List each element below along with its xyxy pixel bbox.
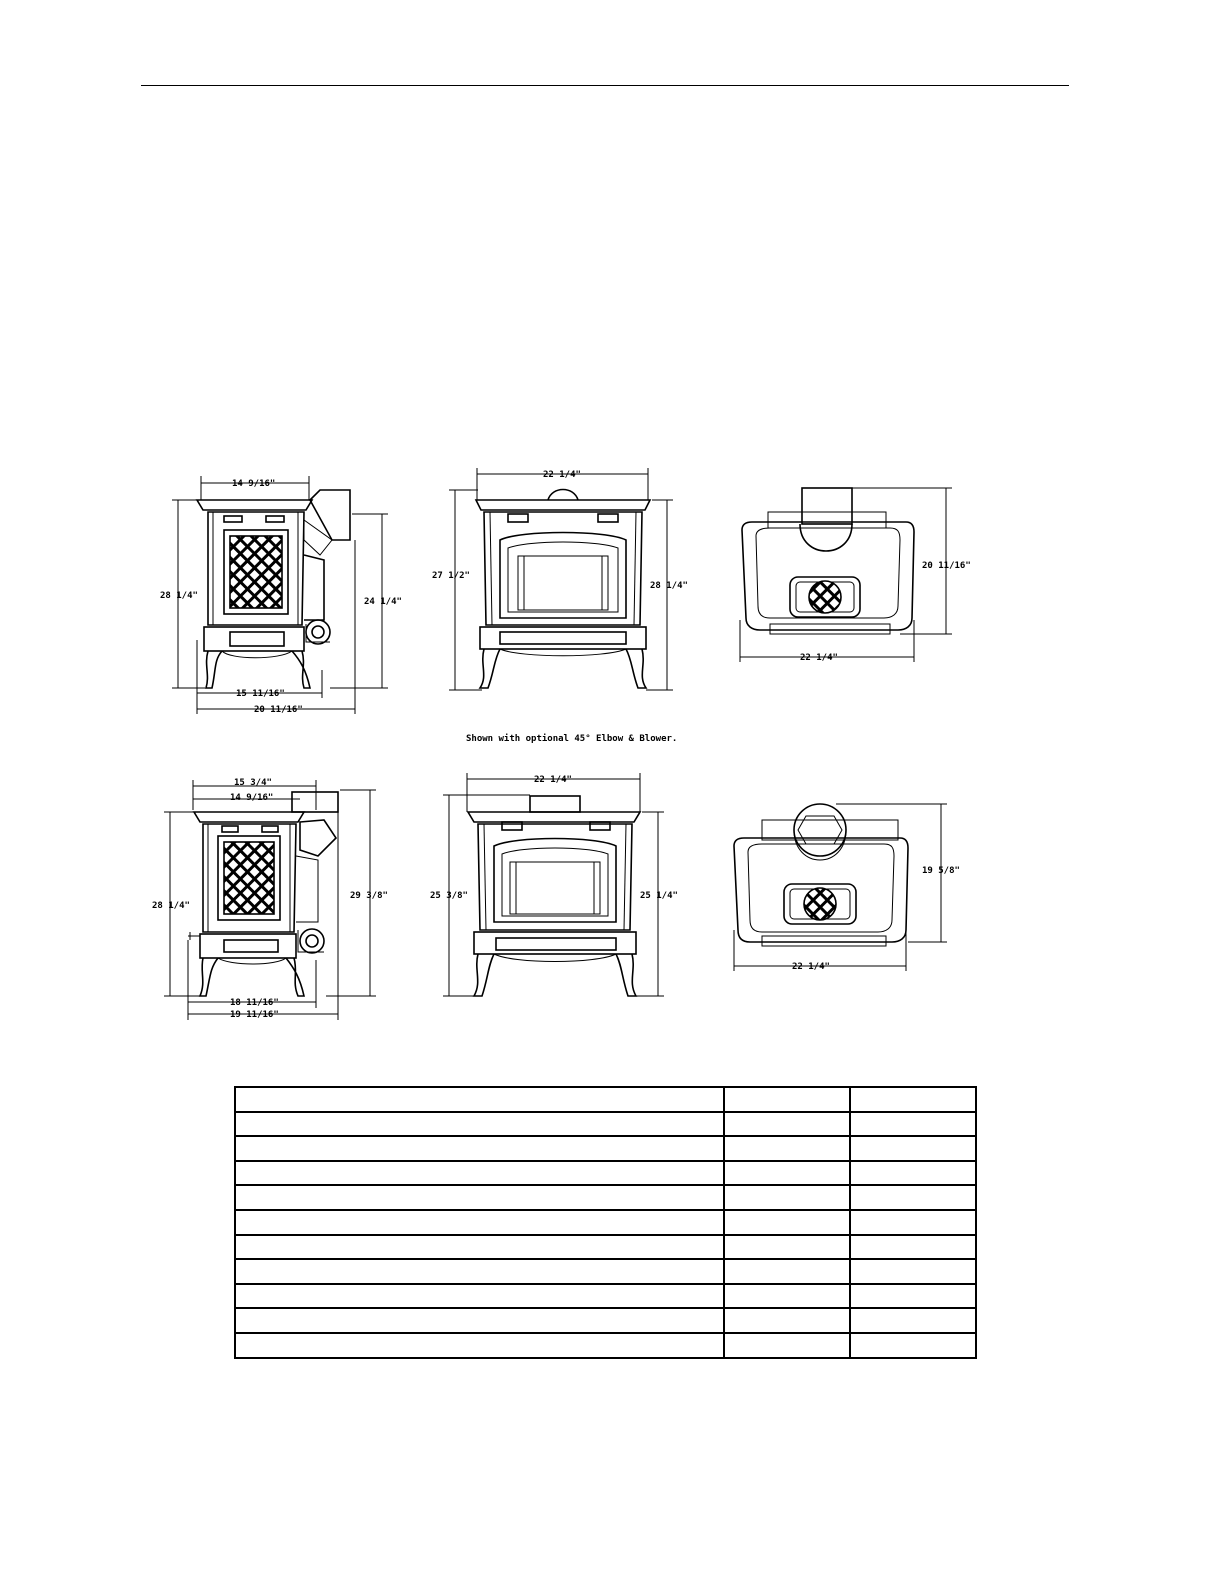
table-cell — [724, 1136, 850, 1161]
table-row — [235, 1185, 976, 1210]
table-cell — [724, 1308, 850, 1333]
table-cell — [724, 1185, 850, 1210]
row2-top-depth: 19 5/8" — [922, 866, 960, 876]
row2-side-view — [152, 778, 388, 1020]
row2-side-top-width-outer: 15 3/4" — [234, 778, 272, 788]
table-row — [235, 1210, 976, 1235]
row2-side-overall-depth: 19 11/16" — [230, 1010, 279, 1020]
row1-top-depth: 20 11/16" — [922, 561, 971, 571]
table-row — [235, 1333, 976, 1358]
table-cell — [850, 1284, 976, 1309]
table-cell — [850, 1136, 976, 1161]
table-row — [235, 1235, 976, 1260]
row2-top-view — [734, 804, 960, 972]
row1-front-top-width: 22 1/4" — [543, 470, 581, 480]
table-cell — [724, 1235, 850, 1260]
row1-side-view — [160, 476, 402, 715]
table-cell — [724, 1087, 850, 1112]
row2-top-width: 22 1/4" — [792, 962, 830, 972]
table-cell — [850, 1112, 976, 1137]
table-row — [235, 1284, 976, 1309]
table-cell — [850, 1333, 976, 1358]
table-cell — [724, 1284, 850, 1309]
row2-front-height-left: 25 3/8" — [430, 891, 468, 901]
row1-side-height-total: 28 1/4" — [160, 591, 198, 601]
table-cell — [850, 1308, 976, 1333]
row2-side-height-left: 28 1/4" — [152, 901, 190, 911]
specifications-table — [234, 1086, 977, 1359]
row2-side-top-width-inner: 14 9/16" — [230, 793, 274, 803]
row2-side-base-depth: 18 11/16" — [230, 998, 279, 1008]
table-cell — [235, 1136, 724, 1161]
row1-front-height-left: 27 1/2" — [432, 571, 470, 581]
table-cell — [235, 1185, 724, 1210]
table-cell — [235, 1161, 724, 1186]
row2-front-height-right: 25 1/4" — [640, 891, 678, 901]
table-cell — [235, 1235, 724, 1260]
table-cell — [724, 1112, 850, 1137]
table-row — [235, 1259, 976, 1284]
table-row — [235, 1087, 976, 1112]
row1-side-overall-depth: 20 11/16" — [254, 705, 303, 715]
row2-front-top-width: 22 1/4" — [534, 775, 572, 785]
table-row — [235, 1161, 976, 1186]
table-cell — [235, 1333, 724, 1358]
table-cell — [850, 1185, 976, 1210]
table-cell — [724, 1259, 850, 1284]
table-cell — [235, 1112, 724, 1137]
table-cell — [235, 1308, 724, 1333]
table-cell — [850, 1259, 976, 1284]
table-cell — [235, 1087, 724, 1112]
row1-top-width: 22 1/4" — [800, 653, 838, 663]
table-cell — [850, 1161, 976, 1186]
table-cell — [235, 1210, 724, 1235]
table-cell — [850, 1235, 976, 1260]
table-cell — [724, 1161, 850, 1186]
row2-front-view — [430, 773, 678, 996]
table-cell — [724, 1210, 850, 1235]
table-cell — [850, 1087, 976, 1112]
table-cell — [235, 1284, 724, 1309]
row1-side-base-depth: 15 11/16" — [236, 689, 285, 699]
row1-front-height-right: 28 1/4" — [650, 581, 688, 591]
row1-top-view — [740, 488, 971, 663]
row1-front-view — [432, 468, 688, 690]
row1-side-top-width: 14 9/16" — [232, 479, 276, 489]
table-row — [235, 1136, 976, 1161]
row2-side-height-right: 29 3/8" — [350, 891, 388, 901]
table-cell — [850, 1210, 976, 1235]
table-row — [235, 1112, 976, 1137]
drawing-caption: Shown with optional 45° Elbow & Blower. — [466, 734, 678, 744]
table-cell — [235, 1259, 724, 1284]
row1-side-height-vent: 24 1/4" — [364, 597, 402, 607]
table-cell — [724, 1333, 850, 1358]
table-row — [235, 1308, 976, 1333]
